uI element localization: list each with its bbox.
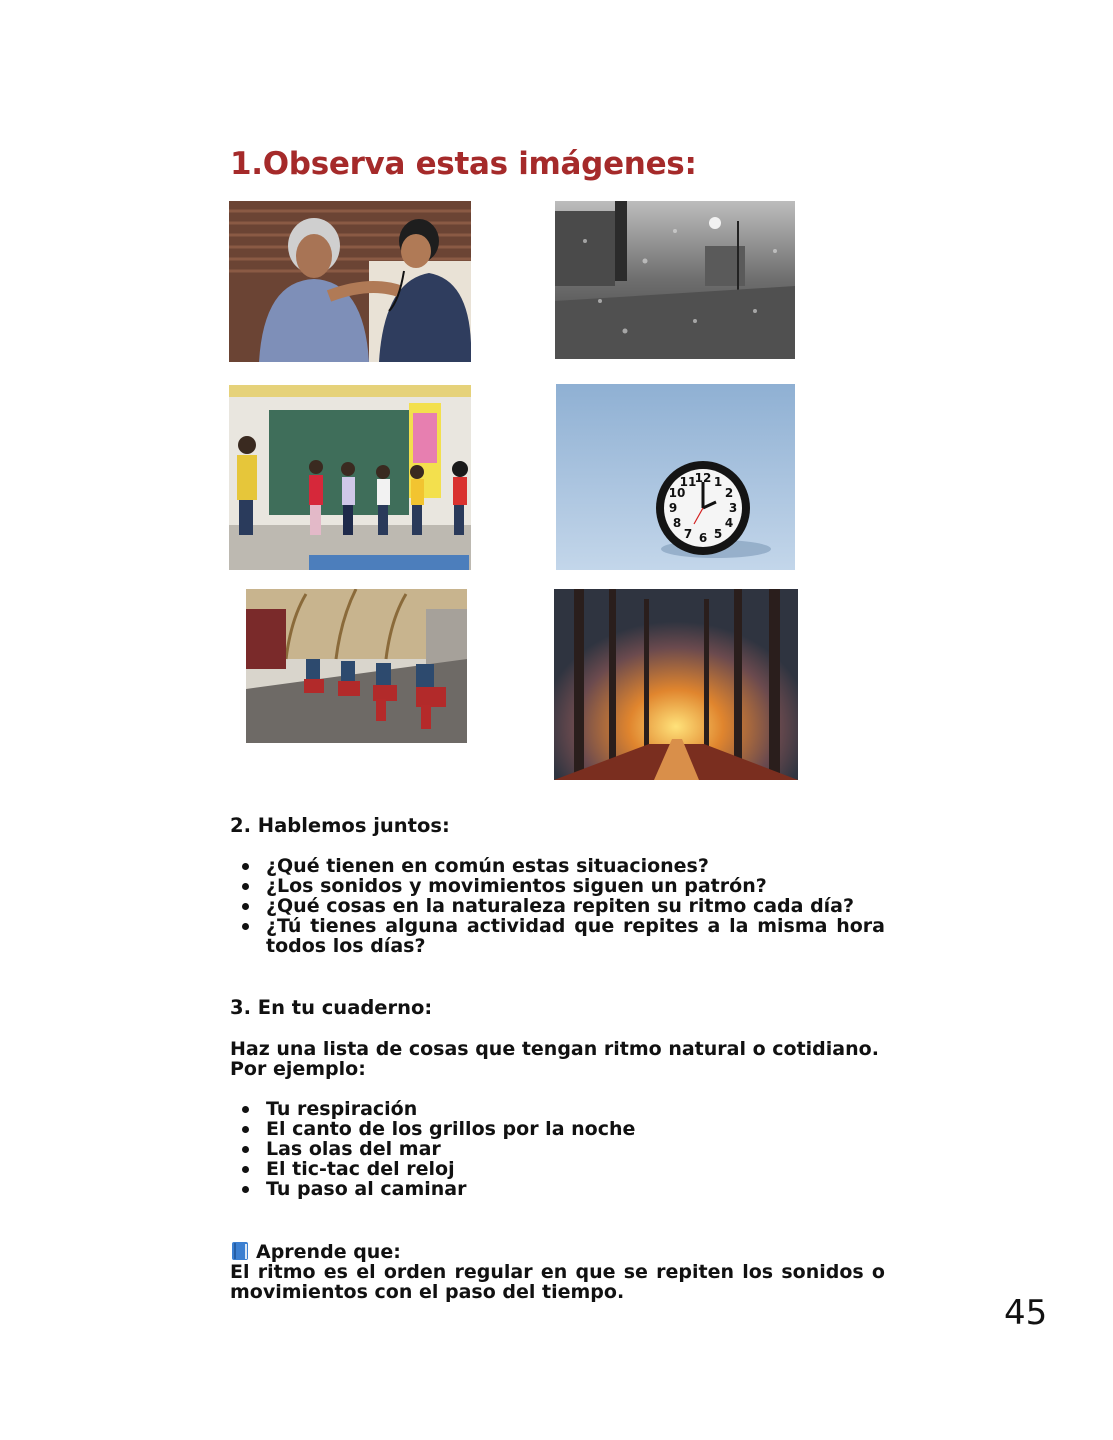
list-item: El tic-tac del reloj [230,1159,885,1179]
section3-list [230,1099,885,1199]
list-item: Tu respiración [230,1099,885,1119]
clock-number: 8 [672,516,682,530]
clock-photo [556,384,795,570]
list-item: El canto de los grillos por la noche [230,1119,885,1139]
clock-number: 5 [713,527,723,541]
learn-box [230,1241,885,1302]
list-item: Tu paso al caminar [230,1179,885,1199]
clock-number: 10 [668,486,686,500]
list-item: ¿Qué cosas en la naturaleza repiten su ritmo cada día? [230,896,885,916]
list-item: Las olas del mar [230,1139,885,1159]
learn-text: El ritmo es el orden regular en que se repiten los sonidos o movimientos con el paso del tiempo. [230,1261,885,1303]
clock-number: 3 [728,501,738,515]
clock-number: 11 [679,475,697,489]
rainy-street-photo [555,201,795,359]
autumn-forest-photo [554,589,798,780]
section3-title: 3. En tu cuaderno: [230,996,433,1019]
section3-intro: Haz una lista de cosas que tengan ritmo natural o cotidiano. Por ejemplo: [230,1038,879,1080]
clock-number: 12 [694,471,712,485]
clock-number: 2 [724,486,734,500]
clock-number: 9 [668,501,678,515]
blue-book-icon [230,1241,250,1261]
learn-heading [230,1241,885,1262]
list-item: ¿Qué tienen en común estas situaciones? [230,856,885,876]
doctor-checkup-photo [229,201,471,362]
page-number: 45 [1004,1293,1048,1333]
classroom-line-photo [229,385,471,570]
section2-title: 2. Hablemos juntos: [230,814,450,837]
section2-list [230,856,885,956]
learn-title: Aprende que: [256,1241,401,1263]
marching-band-photo [246,589,467,743]
list-item: ¿Los sonidos y movimientos siguen un patrón? [230,876,885,896]
clock-number: 4 [724,516,734,530]
list-item: ¿Tú tienes alguna actividad que repites a la misma hora todos los días? [230,916,885,956]
clock-number: 1 [713,475,723,489]
clock-number: 7 [683,527,693,541]
section1-title: 1.Observa estas imágenes: [230,146,697,182]
clock-number: 6 [698,531,708,545]
